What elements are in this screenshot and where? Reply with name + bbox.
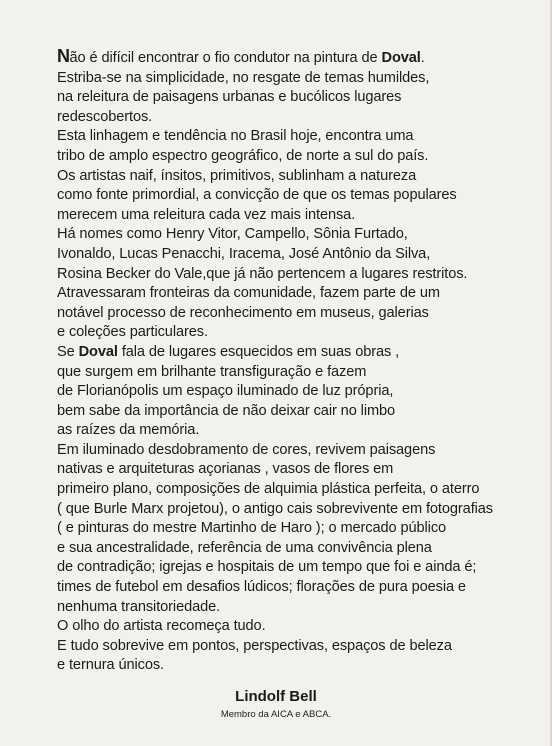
text-segment: que surgem em brilhante transfiguração e fazem: [57, 363, 367, 380]
text-segment: E tudo sobrevive em pontos, perspectivas, espaços de beleza: [57, 637, 452, 654]
text-segment: Os artistas naif, ínsitos, primitivos, sublinham a natureza: [57, 167, 417, 184]
text-line: [57, 421, 537, 441]
text-line: [57, 363, 537, 383]
text-line: [57, 519, 537, 539]
text-line: [57, 284, 537, 304]
author-name: Lindolf Bell: [235, 688, 317, 705]
text-line: [57, 656, 537, 676]
text-line: [57, 304, 537, 324]
essay-text: [57, 47, 537, 676]
artist-name-emphasis: Doval: [381, 50, 421, 66]
text-line: [57, 460, 537, 480]
text-segment: ão é difícil encontrar o fio condutor na pintura de: [69, 50, 382, 66]
initial-letter: N: [57, 46, 70, 66]
text-segment: Rosina Becker do Vale,que já não pertencem a lugares restritos.: [57, 265, 468, 282]
text-segment: como fonte primordial, a convicção de que os temas populares: [57, 187, 457, 204]
text-line: [57, 500, 537, 520]
text-line: [57, 637, 537, 657]
text-segment: ( que Burle Marx projetou), o antigo cais sobrevivente em fotografias: [57, 500, 494, 517]
text-segment: redescobertos.: [57, 108, 153, 125]
text-line: [57, 578, 537, 598]
text-line: [57, 108, 537, 128]
text-segment: merecem uma releitura cada vez mais intensa.: [57, 206, 356, 223]
text-segment: .: [420, 50, 425, 66]
text-line: [57, 598, 537, 618]
text-line: [57, 617, 537, 637]
text-line: [57, 323, 537, 343]
text-segment: tribo de amplo espectro geográfico, de norte a sul do país.: [57, 147, 429, 164]
text-segment: Se: [57, 343, 79, 360]
text-segment: fala de lugares esquecidos em suas obras ,: [117, 343, 400, 360]
text-segment: Esta linhagem e tendência no Brasil hoje, encontra uma: [57, 128, 414, 145]
text-segment: primeiro plano, composições de alquimia plástica perfeita, o aterro: [57, 481, 480, 498]
text-segment: ( e pinturas do mestre Martinho de Haro ); o mercado público: [57, 520, 447, 537]
text-segment: e coleções particulares.: [57, 324, 208, 341]
text-segment: Ivonaldo, Lucas Penacchi, Iracema, José Antônio da Silva,: [57, 245, 431, 262]
text-segment: as raízes da memória.: [57, 422, 200, 439]
text-line: [57, 382, 537, 402]
text-line: [57, 206, 537, 226]
text-line: [57, 127, 537, 147]
text-segment: e sua ancestralidade, referência de uma convivência plena: [57, 539, 432, 556]
text-line: [57, 539, 537, 559]
text-line: [57, 186, 537, 206]
text-line: [57, 167, 537, 187]
text-segment: bem sabe da importância de não deixar cair no limbo: [57, 402, 396, 419]
text-line: [57, 245, 537, 265]
text-segment: nenhuma transitoriedade.: [57, 598, 221, 615]
text-line: [57, 402, 537, 422]
text-line: [57, 480, 537, 500]
signature-block: [0, 688, 552, 721]
text-segment: nativas e arquiteturas açorianas , vasos de flores em: [57, 461, 394, 478]
text-segment: e ternura únicos.: [57, 657, 165, 674]
text-segment: notável processo de reconhecimento em museus, galerias: [57, 304, 429, 321]
text-line: [57, 225, 537, 245]
text-line: [57, 558, 537, 578]
text-segment: de Florianópolis um espaço iluminado de luz própria,: [57, 383, 394, 400]
artist-name-emphasis: Doval: [78, 343, 118, 360]
text-segment: na releitura de paisagens urbanas e bucólicos lugares: [57, 89, 402, 106]
text-line: [57, 47, 537, 69]
text-segment: Há nomes como Henry Vitor, Campello, Sônia Furtado,: [57, 226, 408, 243]
text-line: [57, 441, 537, 461]
author-affiliation: Membro da AICA e ABCA.: [220, 709, 332, 720]
text-line: [57, 88, 537, 108]
text-segment: Atravessaram fronteiras da comunidade, fazem parte de um: [57, 285, 440, 302]
text-segment: O olho do artista recomeça tudo.: [57, 618, 266, 635]
text-segment: times de futebol em desafios lúdicos; florações de pura poesia e: [57, 579, 466, 596]
text-segment: de contradição; igrejas e hospitais de um tempo que foi e ainda é;: [57, 559, 477, 576]
text-line: [57, 69, 537, 89]
text-segment: Em iluminado desdobramento de cores, revivem paisagens: [57, 441, 436, 458]
text-line: [57, 265, 537, 285]
text-line: [57, 343, 537, 363]
text-line: [57, 147, 537, 167]
text-segment: Estriba-se na simplicidade, no resgate de temas humildes,: [57, 69, 430, 86]
